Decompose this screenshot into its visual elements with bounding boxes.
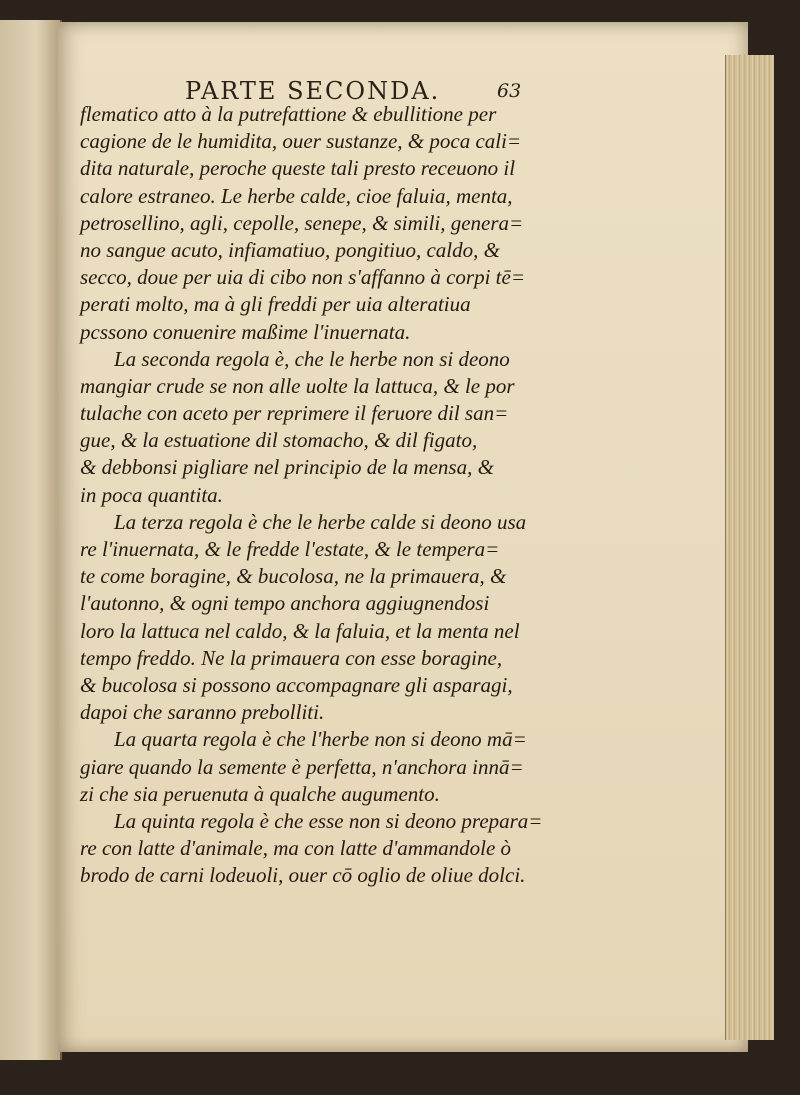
text-line: secco, doue per uia di cibo non s'affanno à corpi tē= <box>80 265 526 290</box>
text-line: gue, & la estuatione dil stomacho, & dil figato, <box>80 428 478 453</box>
running-title: PARTE SECONDA. <box>185 77 441 105</box>
paragraph-start-line: La seconda regola è, che le herbe non si deono <box>114 346 510 371</box>
text-line: tulache con aceto per reprimere il feruore dil san= <box>80 401 509 426</box>
text-line: tempo freddo. Ne la primauera con esse boragine, <box>80 645 503 670</box>
text-line: giare quando la semente è perfetta, n'anchora innā= <box>80 754 524 779</box>
text-line: in poca quantita. <box>80 482 223 507</box>
text-line: & debbonsi pigliare nel principio de la mensa, & <box>80 455 494 480</box>
text-line: brodo de carni lodeuoli, ouer cō oglio de oliue dolci. <box>80 863 526 888</box>
paragraph-start-line: La terza regola è che le herbe calde si deono usa <box>114 509 527 534</box>
text-line: te come boragine, & bucolosa, ne la primauera, & <box>80 564 507 589</box>
text-line: l'autonno, & ogni tempo anchora aggiugnendosi <box>80 591 490 616</box>
page-number: 63 <box>497 80 522 102</box>
text-line: cagione de le humidita, ouer sustanze, & poca cali= <box>80 129 522 154</box>
text-line: pcssono conuenire maßime l'inuernata. <box>80 319 411 344</box>
text-line: perati molto, ma à gli freddi per uia alteratiua <box>80 292 471 317</box>
page-edges <box>725 55 774 1040</box>
facing-page-edge <box>0 20 62 1060</box>
paragraph-start-line: La quinta regola è che esse non si deono prepara= <box>114 808 543 833</box>
text-line: mangiar crude se non alle uolte la lattuca, & le por <box>80 373 515 398</box>
text-line: no sangue acuto, infiamatiuo, pongitiuo, caldo, & <box>80 237 500 262</box>
text-line: re con latte d'animale, ma con latte d'ammandole ò <box>80 836 512 861</box>
text-line: zi che sia peruenuta à qualche augumento. <box>80 781 440 806</box>
text-line: re l'inuernata, & le fredde l'estate, & le tempera= <box>80 537 500 561</box>
text-line: dapoi che saranno prebolliti. <box>80 700 325 725</box>
text-line: calore estraneo. Le herbe calde, cioe faluia, menta, <box>80 183 513 208</box>
text-line: flematico atto à la putrefattione & ebullitione per <box>80 102 497 126</box>
text-line: petrosellino, agli, cepolle, senepe, & simili, genera= <box>80 210 524 235</box>
text-line: loro la lattuca nel caldo, & la faluia, et la menta nel <box>80 618 520 643</box>
paragraph-start-line: La quarta regola è che l'herbe non si deono mā= <box>114 727 527 752</box>
text-line: dita naturale, peroche queste tali presto receuono il <box>80 156 516 181</box>
text-line: & bucolosa si possono accompagnare gli asparagi, <box>80 672 513 697</box>
body-text <box>80 101 550 889</box>
